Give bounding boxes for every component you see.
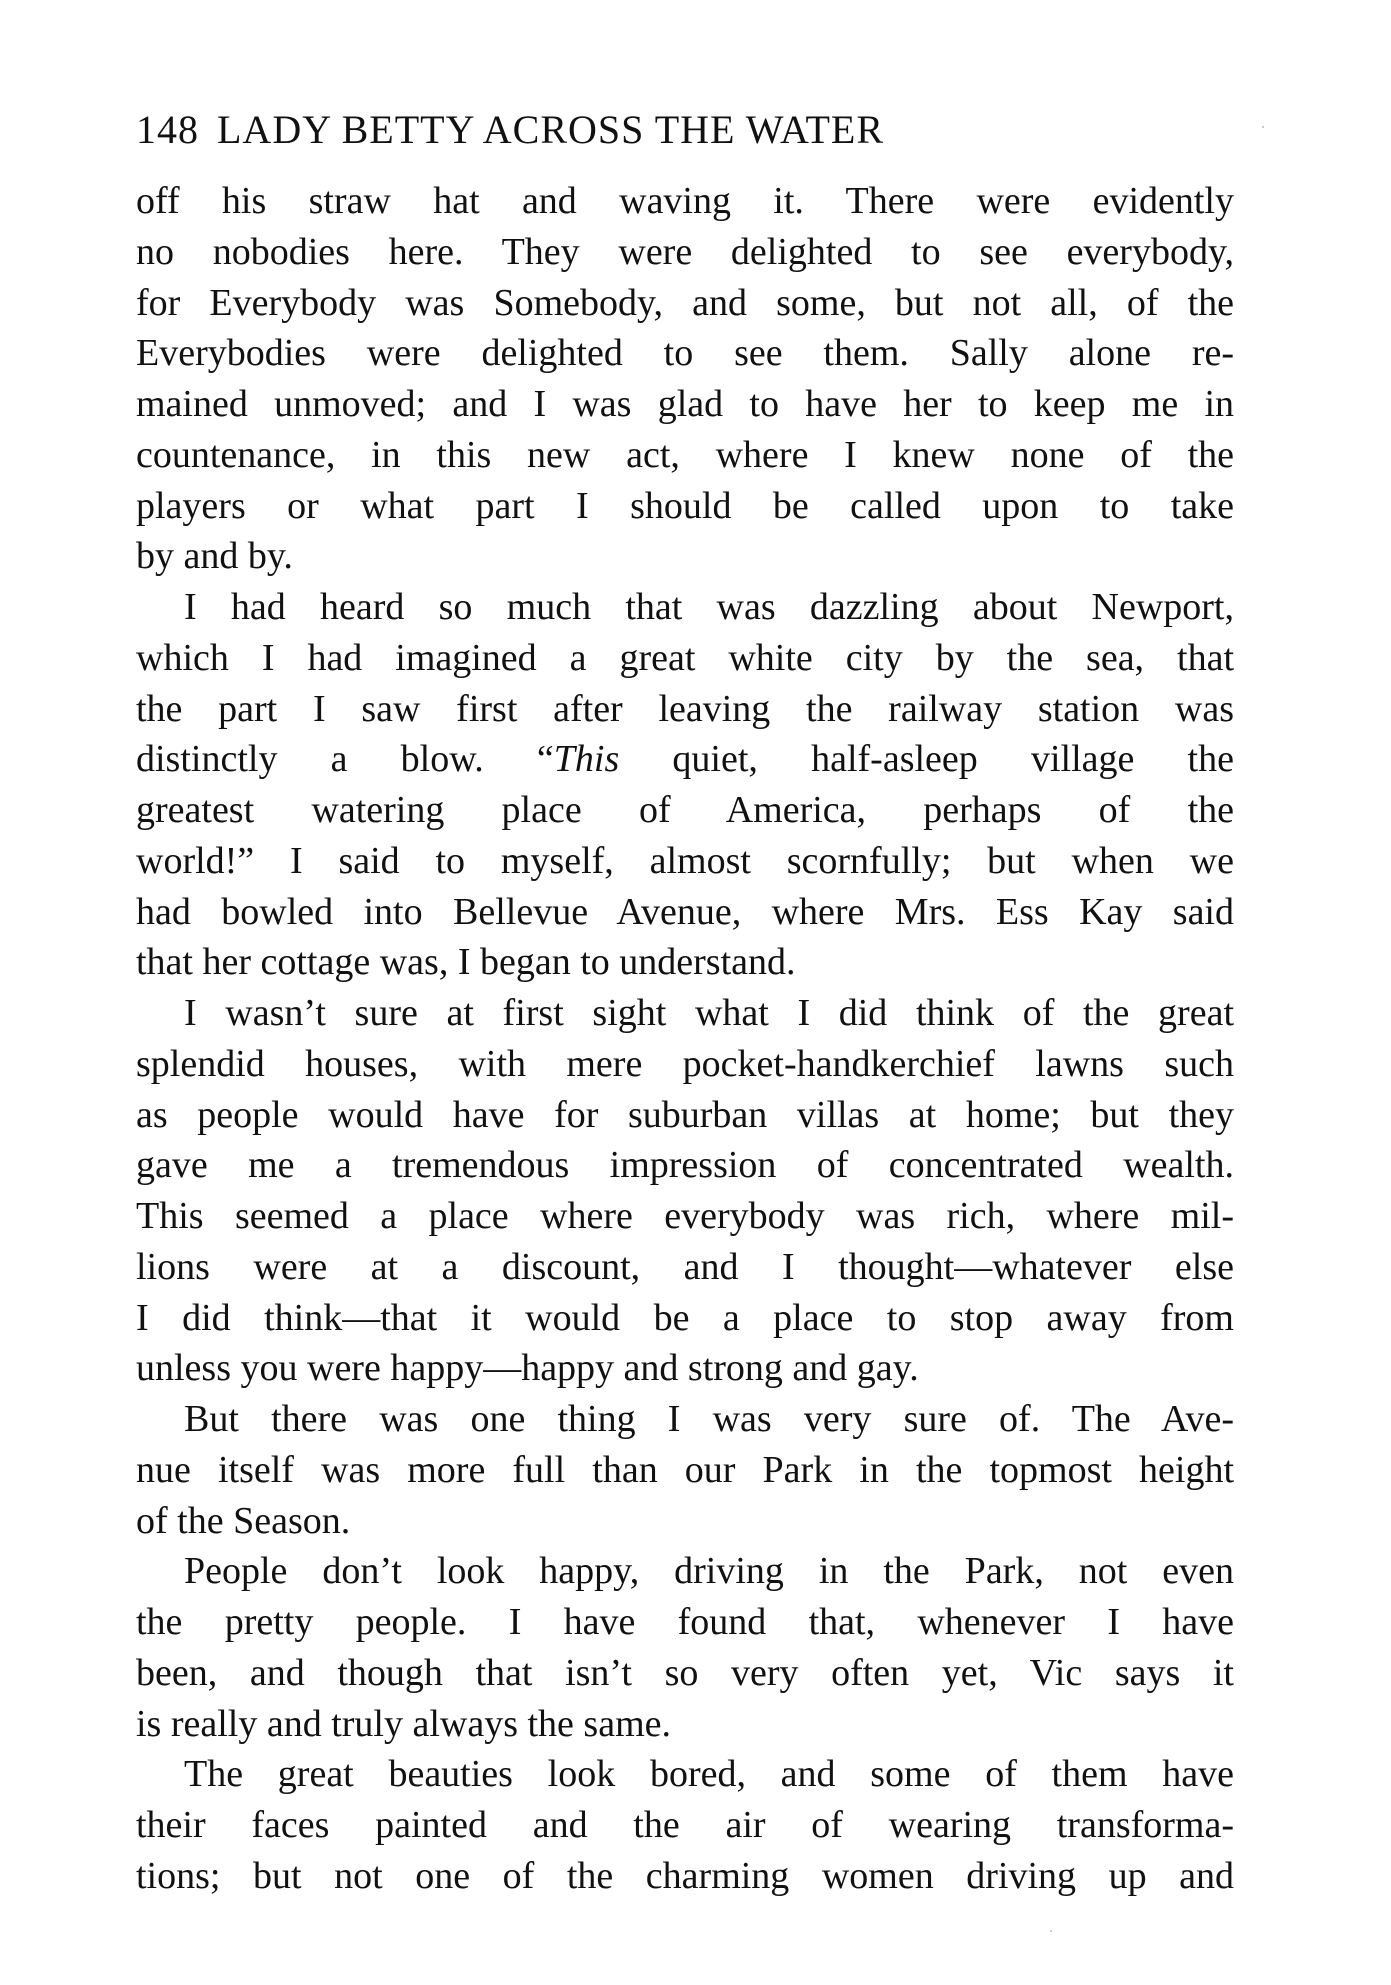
text-line: tions; but not one of the charming women driving up and xyxy=(136,1854,1234,1897)
text-line-with-italic xyxy=(136,734,1234,785)
text-line: mained unmoved; and I was glad to have her to keep me in xyxy=(136,383,1234,425)
text-line: The great beauties look bored, and some of them have xyxy=(184,1753,1234,1796)
line-end: quiet, half-asleep village the xyxy=(619,738,1234,781)
text-line: for Everybody was Somebody, and some, but not all, of the xyxy=(136,281,1234,324)
text-line: the part I saw first after leaving the railway station was xyxy=(136,687,1234,730)
running-header xyxy=(136,100,1236,160)
text-line: had bowled into Bellevue Avenue, where Mrs. Ess Kay said xyxy=(136,890,1234,933)
text-line: countenance, in this new act, where I knew none of the xyxy=(136,433,1234,476)
text-line: splendid houses, with mere pocket-handkerchief lawns such xyxy=(136,1042,1234,1085)
text-line: lions were at a discount, and I thought—whatever else xyxy=(136,1245,1234,1288)
text-line: no nobodies here. They were delighted to see everybody, xyxy=(136,230,1234,273)
paragraph-end-line: unless you were happy—happy and strong and gay. xyxy=(136,1347,919,1390)
italic-word: This xyxy=(553,738,620,781)
text-line: the pretty people. I have found that, whenever I have xyxy=(136,1601,1234,1643)
text-line: greatest watering place of America, perhaps of the xyxy=(136,789,1234,831)
paper-speck xyxy=(1050,1930,1052,1932)
text-line: Everybodies were delighted to see them. Sally alone re- xyxy=(136,332,1234,375)
text-line: But there was one thing I was very sure of. The Ave- xyxy=(184,1398,1234,1440)
text-line: nue itself was more full than our Park in the topmost height xyxy=(136,1448,1234,1491)
text-line: been, and though that isn’t so very often yet, Vic says it xyxy=(136,1651,1234,1694)
text-line: I did think—that it would be a place to stop away from xyxy=(136,1296,1234,1339)
body-text xyxy=(136,176,1234,1902)
text-line: their faces painted and the air of wearing transforma- xyxy=(136,1804,1234,1846)
paragraph-end-line: by and by. xyxy=(136,535,293,578)
text-line: This seemed a place where everybody was rich, where mil- xyxy=(136,1195,1234,1237)
text-line: I wasn’t sure at first sight what I did think of the great xyxy=(184,992,1234,1034)
text-line: as people would have for suburban villas at home; but they xyxy=(136,1093,1234,1136)
text-line: off his straw hat and waving it. There were evidently xyxy=(136,180,1234,222)
text-line: which I had imagined a great white city by the sea, that xyxy=(136,636,1234,679)
paragraph-end-line: is really and truly always the same. xyxy=(136,1702,672,1745)
paper-speck xyxy=(1262,126,1264,128)
page-number: 148 xyxy=(136,107,199,152)
text-line: People don’t look happy, driving in the Park, not even xyxy=(184,1550,1234,1593)
running-title: LADY BETTY ACROSS THE WATER xyxy=(217,107,885,152)
text-line: world!” I said to myself, almost scornfully; but when we xyxy=(136,839,1234,882)
paragraph-end-line: of the Season. xyxy=(136,1499,351,1542)
paragraph-end-line: that her cottage was, I began to understand. xyxy=(136,941,796,984)
text-line: players or what part I should be called upon to take xyxy=(136,484,1234,527)
text-line: gave me a tremendous impression of concentrated wealth. xyxy=(136,1144,1234,1187)
line-start: distinctly a blow. “ xyxy=(136,738,554,781)
text-line: I had heard so much that was dazzling about Newport, xyxy=(184,586,1234,628)
